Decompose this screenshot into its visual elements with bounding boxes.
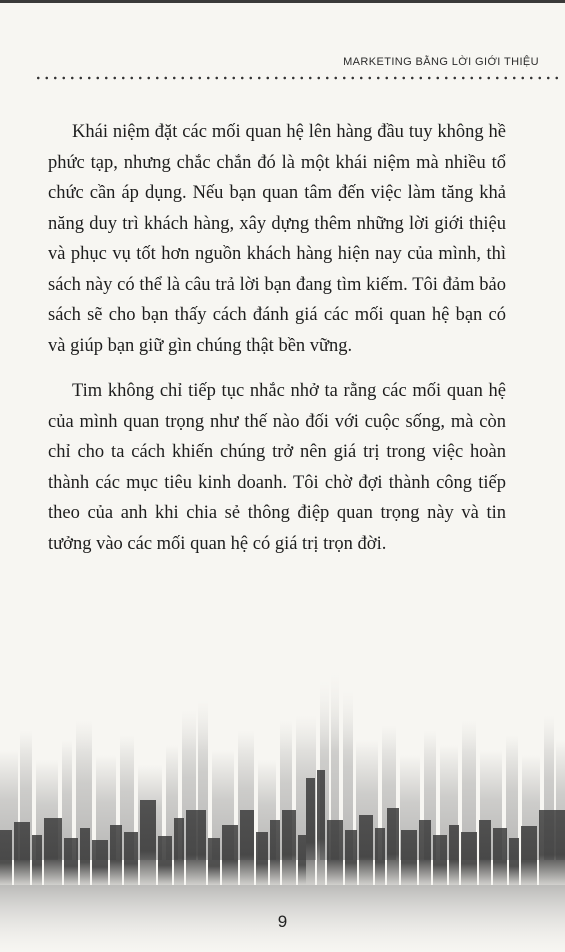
city-skyline-illustration: [0, 660, 565, 952]
top-edge-shadow: [0, 0, 565, 3]
paragraph-2: Tim không chỉ tiếp tục nhắc nhở ta rằng các mối quan hệ của mình quan trọng như thế nào đối với cuộc sống, mà còn chỉ cho ta cách khiến chúng trở nên giá trị trong việc hoàn thành các mục tiêu kinh doanh. Tôi chờ đợi thành công tiếp theo của anh khi chia sẻ thông điệp quan trọng này và tin tưởng vào các mối quan hệ có giá trị trọn đời.: [48, 381, 506, 554]
page-number: 9: [277, 912, 288, 931]
dotted-divider: [34, 76, 559, 80]
running-header: MARKETING BẰNG LỜI GIỚI THIỆU: [343, 56, 539, 68]
paragraph-1: Khái niệm đặt các mối quan hệ lên hàng đầu tuy không hề phức tạp, nhưng chắc chắn đó là một khái niệm mà nhiều tổ chức cần áp dụng. Nếu bạn quan tâm đến việc làm tăng khả năng duy trì khách hàng, xây dựng thêm những lời giới thiệu và phục vụ tốt hơn nguồn khách hàng hiện nay của mình, thì sách này có thể là câu trả lời bạn đang tìm kiếm. Tôi đảm bảo sách sẽ cho bạn thấy cách đánh giá các mối quan hệ bạn có và giúp bạn giữ gìn chúng thật bền vững.: [48, 122, 506, 356]
body-text: [48, 117, 506, 559]
